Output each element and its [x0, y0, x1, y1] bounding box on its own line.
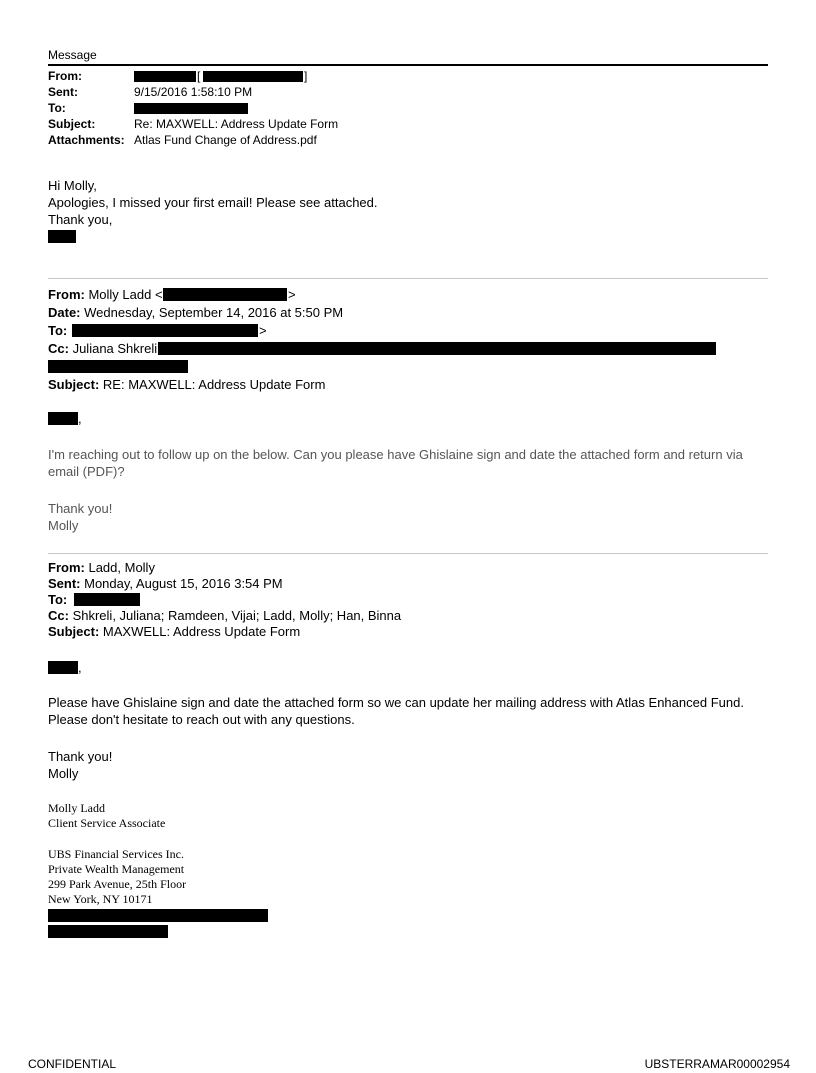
quoted2-closing [48, 748, 112, 782]
footer-confidential: CONFIDENTIAL [28, 1057, 117, 1071]
quoted1-subject-value: RE: MAXWELL: Address Update Form [102, 377, 326, 392]
redaction [48, 360, 188, 373]
quoted1-sign: Molly [48, 518, 79, 533]
message-title: Message [48, 48, 97, 62]
quoted1-to-row [48, 322, 67, 339]
redaction [48, 925, 168, 938]
quoted1-from-row [48, 286, 163, 303]
sent-value: 9/15/2016 1:58:10 PM [134, 85, 253, 99]
quoted2-body-line2: Please don't hesitate to reach out with any questions. [48, 712, 355, 727]
signature-name-block [48, 801, 165, 831]
quoted2-body-line1: Please have Ghislaine sign and date the attached form so we can update her mailing address with Atlas Enhanced Fund. [48, 695, 744, 710]
quoted1-to-label: To: [48, 323, 68, 338]
quoted2-to-label: To: [48, 592, 68, 607]
redaction [48, 230, 76, 243]
attachments-label: Attachments: [48, 133, 125, 147]
signature-division: Private Wealth Management [48, 862, 185, 876]
reply-greeting: Hi Molly, [48, 178, 97, 193]
from-label: From: [48, 69, 82, 83]
redaction [72, 324, 258, 337]
quoted2-sent-row [48, 575, 283, 592]
quoted2-cc-label: Cc: [48, 608, 69, 623]
header-to-row [48, 101, 134, 116]
quoted2-cc-value: Shkreli, Juliana; Ramdeen, Vijai; Ladd, Molly; Han, Binna [72, 608, 402, 623]
header-subject-row [48, 117, 338, 132]
header-rule [48, 64, 768, 66]
quoted1-subject-label: Subject: [48, 377, 100, 392]
redaction [134, 103, 248, 114]
signature-address1: 299 Park Avenue, 25th Floor [48, 877, 187, 891]
separator [48, 553, 768, 554]
sent-label: Sent: [48, 85, 78, 99]
signature-name: Molly Ladd [48, 801, 105, 815]
header-from-row [48, 69, 134, 84]
quoted2-sent-value: Monday, August 15, 2016 3:54 PM [84, 576, 283, 591]
subject-value: Re: MAXWELL: Address Update Form [134, 117, 339, 131]
redaction [163, 288, 287, 301]
to-label: To: [48, 101, 66, 115]
separator [48, 278, 768, 279]
quoted1-from-tail: > [288, 287, 296, 302]
quoted1-cc-label: Cc: [48, 341, 69, 356]
quoted2-salutation-tail: , [78, 660, 82, 675]
quoted1-closing [48, 500, 112, 534]
quoted2-subject-value: MAXWELL: Address Update Form [102, 624, 301, 639]
quoted1-date-label: Date: [48, 305, 81, 320]
footer-bates-number: UBSTERRAMAR00002954 [644, 1057, 790, 1071]
header-attachments-row [48, 133, 317, 148]
bracket-open: [ [197, 69, 201, 83]
quoted1-from-label: From: [48, 287, 85, 302]
signature-title: Client Service Associate [48, 816, 166, 830]
quoted2-to-row [48, 591, 67, 608]
quoted1-cc-row [48, 340, 157, 357]
quoted2-cc-row [48, 607, 401, 624]
quoted1-salutation-tail: , [78, 411, 82, 426]
redaction [48, 661, 78, 674]
signature-address2: New York, NY 10171 [48, 892, 153, 906]
quoted2-from-value: Ladd, Molly [88, 560, 155, 575]
subject-label: Subject: [48, 117, 96, 131]
quoted1-thanks: Thank you! [48, 501, 113, 516]
quoted2-sent-label: Sent: [48, 576, 81, 591]
redaction [48, 909, 268, 922]
quoted2-sign: Molly [48, 766, 79, 781]
redaction [74, 593, 140, 606]
quoted2-from-label: From: [48, 560, 85, 575]
quoted2-from-row [48, 559, 155, 576]
signature-address-block [48, 847, 186, 907]
quoted2-subject-label: Subject: [48, 624, 100, 639]
quoted2-body [48, 694, 778, 728]
quoted1-subject-row [48, 376, 325, 393]
bracket-close: ] [304, 69, 308, 83]
redaction [48, 412, 78, 425]
header-sent-row [48, 85, 252, 100]
reply-line2: Thank you, [48, 212, 113, 227]
redaction [203, 71, 303, 82]
quoted2-thanks: Thank you! [48, 749, 113, 764]
signature-company: UBS Financial Services Inc. [48, 847, 184, 861]
quoted1-date-row [48, 304, 343, 321]
reply-body [48, 177, 378, 228]
quoted1-body: I'm reaching out to follow up on the below. Can you please have Ghislaine sign and date the attached form and return via email (PDF)? [48, 447, 743, 479]
redaction [158, 342, 716, 355]
quoted1-from-value: Molly Ladd < [88, 287, 163, 302]
redaction [134, 71, 196, 82]
quoted2-subject-row [48, 623, 300, 640]
attachment-link[interactable]: Atlas Fund Change of Address.pdf [134, 133, 317, 147]
quoted1-to-tail: > [259, 323, 267, 338]
quoted1-date-value: Wednesday, September 14, 2016 at 5:50 PM [84, 305, 344, 320]
reply-line1: Apologies, I missed your first email! Please see attached. [48, 195, 378, 210]
quoted1-cc-value: Juliana Shkreli [72, 341, 158, 356]
